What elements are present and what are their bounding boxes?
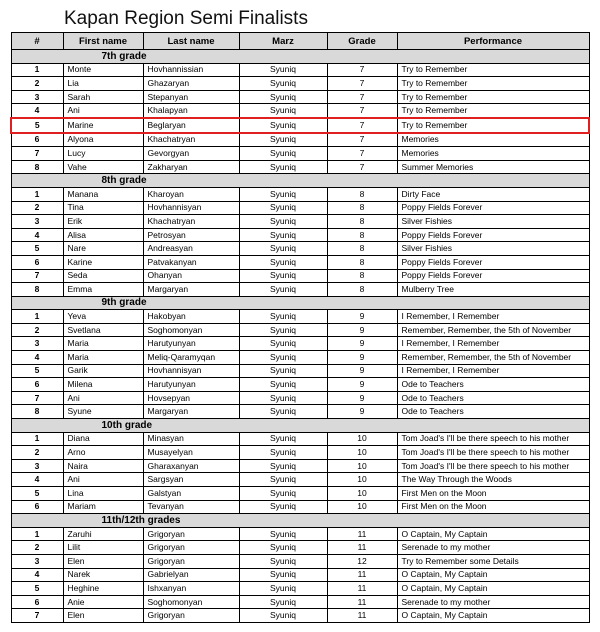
cell-last-name: Gabrielyan — [143, 568, 239, 582]
section-header-cell — [11, 296, 589, 310]
cell-performance: Remember, Remember, the 5th of November — [397, 323, 589, 337]
cell-performance: Mulberry Tree — [397, 283, 589, 297]
cell-last-name: Meliq-Qaramyqan — [143, 351, 239, 365]
cell-marz: Syuniq — [239, 582, 327, 596]
cell-grade: 9 — [327, 323, 397, 337]
col-header-marz: Marz — [239, 33, 327, 50]
cell-grade: 11 — [327, 541, 397, 555]
page-title: Kapan Region Semi Finalists — [64, 8, 308, 29]
section-header-cell — [11, 174, 589, 188]
cell-last-name: Grigoryan — [143, 609, 239, 623]
cell-last-name: Andreasyan — [143, 242, 239, 256]
cell-number: 6 — [11, 500, 63, 514]
cell-grade: 7 — [327, 63, 397, 77]
cell-last-name: Zakharyan — [143, 160, 239, 174]
table-row — [11, 459, 589, 473]
cell-marz: Syuniq — [239, 160, 327, 174]
cell-last-name: Hovhannissian — [143, 63, 239, 77]
cell-number: 4 — [11, 351, 63, 365]
cell-last-name: Hakobyan — [143, 310, 239, 324]
table-row — [11, 104, 589, 118]
cell-last-name: Stepanyan — [143, 90, 239, 104]
cell-performance: O Captain, My Captain — [397, 568, 589, 582]
cell-performance: Try to Remember — [397, 118, 589, 133]
cell-marz: Syuniq — [239, 527, 327, 541]
cell-marz: Syuniq — [239, 337, 327, 351]
cell-marz: Syuniq — [239, 405, 327, 419]
cell-performance: O Captain, My Captain — [397, 527, 589, 541]
cell-grade: 7 — [327, 104, 397, 118]
cell-number: 2 — [11, 77, 63, 91]
cell-grade: 11 — [327, 609, 397, 623]
cell-last-name: Patvakanyan — [143, 255, 239, 269]
table-row — [11, 378, 589, 392]
cell-last-name: Khalapyan — [143, 104, 239, 118]
cell-grade: 11 — [327, 527, 397, 541]
table-row — [11, 310, 589, 324]
cell-first-name: Lucy — [63, 147, 143, 161]
cell-number: 4 — [11, 568, 63, 582]
section-header-cell — [11, 419, 589, 433]
section-header-row — [11, 419, 589, 433]
cell-number: 8 — [11, 283, 63, 297]
cell-performance: First Men on the Moon — [397, 487, 589, 501]
cell-last-name: Harutyunyan — [143, 378, 239, 392]
cell-grade: 11 — [327, 595, 397, 609]
section-label: 8th grade — [101, 175, 147, 187]
cell-performance: I Remember, I Remember — [397, 364, 589, 378]
cell-last-name: Ishxanyan — [143, 582, 239, 596]
cell-performance: Ode to Teachers — [397, 378, 589, 392]
table-row — [11, 527, 589, 541]
cell-first-name: Diana — [63, 432, 143, 446]
cell-marz: Syuniq — [239, 104, 327, 118]
cell-marz: Syuniq — [239, 351, 327, 365]
table-row — [11, 63, 589, 77]
cell-first-name: Anie — [63, 595, 143, 609]
cell-first-name: Karine — [63, 255, 143, 269]
table-row — [11, 391, 589, 405]
cell-number: 8 — [11, 405, 63, 419]
cell-performance: Try to Remember — [397, 90, 589, 104]
cell-marz: Syuniq — [239, 77, 327, 91]
cell-grade: 8 — [327, 269, 397, 283]
cell-number: 4 — [11, 473, 63, 487]
cell-performance: Tom Joad's I'll be there speech to his mother — [397, 446, 589, 460]
cell-grade: 8 — [327, 228, 397, 242]
cell-performance: Serenade to my mother — [397, 541, 589, 555]
cell-number: 7 — [11, 391, 63, 405]
section-header-row — [11, 174, 589, 188]
col-header-first-name: First name — [63, 33, 143, 50]
cell-grade: 10 — [327, 459, 397, 473]
results-table — [10, 32, 590, 623]
cell-first-name: Arno — [63, 446, 143, 460]
cell-last-name: Tevanyan — [143, 500, 239, 514]
cell-last-name: Soghomonyan — [143, 323, 239, 337]
cell-grade: 8 — [327, 201, 397, 215]
cell-grade: 10 — [327, 500, 397, 514]
cell-number: 5 — [11, 242, 63, 256]
cell-last-name: Gevorgyan — [143, 147, 239, 161]
cell-performance: Remember, Remember, the 5th of November — [397, 351, 589, 365]
cell-performance: Poppy Fields Forever — [397, 228, 589, 242]
cell-number: 1 — [11, 432, 63, 446]
table-row — [11, 228, 589, 242]
cell-last-name: Kharoyan — [143, 187, 239, 201]
cell-number: 6 — [11, 133, 63, 147]
cell-marz: Syuniq — [239, 568, 327, 582]
cell-number: 3 — [11, 554, 63, 568]
cell-grade: 9 — [327, 351, 397, 365]
cell-number: 2 — [11, 323, 63, 337]
cell-marz: Syuniq — [239, 391, 327, 405]
cell-number: 3 — [11, 90, 63, 104]
table-row — [11, 541, 589, 555]
cell-first-name: Heghine — [63, 582, 143, 596]
cell-last-name: Margaryan — [143, 405, 239, 419]
cell-marz: Syuniq — [239, 242, 327, 256]
cell-first-name: Erik — [63, 215, 143, 229]
cell-marz: Syuniq — [239, 201, 327, 215]
cell-marz: Syuniq — [239, 554, 327, 568]
cell-last-name: Ohanyan — [143, 269, 239, 283]
highlighted-table-row — [11, 118, 589, 133]
cell-marz: Syuniq — [239, 446, 327, 460]
cell-last-name: Khachatryan — [143, 133, 239, 147]
table-row — [11, 201, 589, 215]
section-label: 9th grade — [101, 297, 147, 309]
cell-first-name: Lilit — [63, 541, 143, 555]
cell-grade: 9 — [327, 378, 397, 392]
cell-first-name: Narek — [63, 568, 143, 582]
cell-number: 1 — [11, 310, 63, 324]
cell-number: 1 — [11, 63, 63, 77]
cell-number: 5 — [11, 582, 63, 596]
col-header-grade: Grade — [327, 33, 397, 50]
cell-performance: The Way Through the Woods — [397, 473, 589, 487]
table-row — [11, 255, 589, 269]
cell-grade: 8 — [327, 242, 397, 256]
section-label: 7th grade — [101, 50, 147, 62]
cell-first-name: Mariam — [63, 500, 143, 514]
cell-performance: Poppy Fields Forever — [397, 255, 589, 269]
table-header — [11, 33, 589, 50]
cell-grade: 8 — [327, 187, 397, 201]
cell-first-name: Marine — [63, 118, 143, 133]
cell-first-name: Alyona — [63, 133, 143, 147]
cell-performance: O Captain, My Captain — [397, 609, 589, 623]
table-row — [11, 337, 589, 351]
cell-grade: 7 — [327, 77, 397, 91]
cell-first-name: Manana — [63, 187, 143, 201]
table-row — [11, 147, 589, 161]
table-row — [11, 500, 589, 514]
cell-first-name: Ani — [63, 473, 143, 487]
cell-last-name: Gharaxanyan — [143, 459, 239, 473]
cell-marz: Syuniq — [239, 459, 327, 473]
cell-last-name: Hovhannisyan — [143, 364, 239, 378]
table-row — [11, 364, 589, 378]
cell-marz: Syuniq — [239, 473, 327, 487]
section-label: 11th/12th grades — [101, 514, 181, 526]
cell-performance: Memories — [397, 133, 589, 147]
cell-number: 5 — [11, 364, 63, 378]
cell-number: 5 — [11, 487, 63, 501]
cell-grade: 7 — [327, 90, 397, 104]
cell-last-name: Hovsepyan — [143, 391, 239, 405]
section-header-cell — [11, 50, 589, 64]
cell-grade: 9 — [327, 337, 397, 351]
table-row — [11, 215, 589, 229]
cell-performance: Serenade to my mother — [397, 595, 589, 609]
cell-grade: 10 — [327, 446, 397, 460]
cell-first-name: Seda — [63, 269, 143, 283]
cell-first-name: Elen — [63, 609, 143, 623]
col-header-number: # — [11, 33, 63, 50]
cell-number: 8 — [11, 160, 63, 174]
section-header-row — [11, 514, 589, 528]
cell-last-name: Petrosyan — [143, 228, 239, 242]
cell-first-name: Tina — [63, 201, 143, 215]
cell-grade: 9 — [327, 310, 397, 324]
table-row — [11, 160, 589, 174]
cell-performance: Silver Fishies — [397, 242, 589, 256]
cell-last-name: Khachatryan — [143, 215, 239, 229]
section-label: 10th grade — [101, 419, 153, 431]
table-row — [11, 242, 589, 256]
cell-performance: Poppy Fields Forever — [397, 269, 589, 283]
table-row — [11, 554, 589, 568]
cell-marz: Syuniq — [239, 118, 327, 133]
cell-last-name: Harutyunyan — [143, 337, 239, 351]
table-row — [11, 323, 589, 337]
cell-first-name: Garik — [63, 364, 143, 378]
cell-performance: Try to Remember — [397, 77, 589, 91]
table-row — [11, 582, 589, 596]
cell-marz: Syuniq — [239, 487, 327, 501]
cell-performance: Tom Joad's I'll be there speech to his mother — [397, 459, 589, 473]
cell-number: 5 — [11, 118, 63, 133]
section-header-row — [11, 50, 589, 64]
cell-last-name: Margaryan — [143, 283, 239, 297]
cell-first-name: Emma — [63, 283, 143, 297]
table-row — [11, 283, 589, 297]
table-row — [11, 487, 589, 501]
cell-performance: Try to Remember some Details — [397, 554, 589, 568]
cell-marz: Syuniq — [239, 133, 327, 147]
cell-grade: 9 — [327, 364, 397, 378]
cell-first-name: Vahe — [63, 160, 143, 174]
cell-number: 4 — [11, 104, 63, 118]
table-row — [11, 77, 589, 91]
cell-number: 6 — [11, 378, 63, 392]
cell-grade: 11 — [327, 582, 397, 596]
cell-marz: Syuniq — [239, 323, 327, 337]
cell-number: 2 — [11, 446, 63, 460]
cell-first-name: Milena — [63, 378, 143, 392]
cell-marz: Syuniq — [239, 595, 327, 609]
cell-first-name: Syune — [63, 405, 143, 419]
cell-performance: Poppy Fields Forever — [397, 201, 589, 215]
cell-performance: Ode to Teachers — [397, 391, 589, 405]
cell-first-name: Naira — [63, 459, 143, 473]
table-row — [11, 609, 589, 623]
cell-number: 2 — [11, 541, 63, 555]
table-row — [11, 405, 589, 419]
cell-grade: 8 — [327, 215, 397, 229]
cell-first-name: Yeva — [63, 310, 143, 324]
cell-first-name: Lia — [63, 77, 143, 91]
table-row — [11, 595, 589, 609]
cell-number: 7 — [11, 147, 63, 161]
cell-marz: Syuniq — [239, 310, 327, 324]
table-body — [11, 50, 589, 623]
cell-marz: Syuniq — [239, 541, 327, 555]
cell-last-name: Ghazaryan — [143, 77, 239, 91]
cell-marz: Syuniq — [239, 283, 327, 297]
cell-first-name: Svetlana — [63, 323, 143, 337]
cell-marz: Syuniq — [239, 63, 327, 77]
cell-last-name: Grigoryan — [143, 527, 239, 541]
header-row — [11, 33, 589, 50]
cell-marz: Syuniq — [239, 255, 327, 269]
cell-last-name: Minasyan — [143, 432, 239, 446]
cell-performance: Summer Memories — [397, 160, 589, 174]
cell-marz: Syuniq — [239, 228, 327, 242]
cell-marz: Syuniq — [239, 378, 327, 392]
cell-marz: Syuniq — [239, 147, 327, 161]
cell-first-name: Sarah — [63, 90, 143, 104]
table-row — [11, 446, 589, 460]
cell-performance: Memories — [397, 147, 589, 161]
cell-performance: First Men on the Moon — [397, 500, 589, 514]
cell-number: 3 — [11, 215, 63, 229]
cell-first-name: Zaruhi — [63, 527, 143, 541]
cell-last-name: Grigoryan — [143, 541, 239, 555]
table-row — [11, 90, 589, 104]
cell-last-name: Soghomonyan — [143, 595, 239, 609]
cell-number: 1 — [11, 187, 63, 201]
cell-marz: Syuniq — [239, 90, 327, 104]
cell-grade: 8 — [327, 255, 397, 269]
cell-number: 3 — [11, 459, 63, 473]
table-row — [11, 568, 589, 582]
table-row — [11, 187, 589, 201]
cell-last-name: Grigoryan — [143, 554, 239, 568]
cell-grade: 7 — [327, 133, 397, 147]
cell-number: 4 — [11, 228, 63, 242]
cell-performance: I Remember, I Remember — [397, 310, 589, 324]
cell-grade: 7 — [327, 118, 397, 133]
table-row — [11, 473, 589, 487]
section-header-row — [11, 296, 589, 310]
cell-first-name: Maria — [63, 337, 143, 351]
cell-grade: 11 — [327, 568, 397, 582]
cell-grade: 9 — [327, 391, 397, 405]
cell-marz: Syuniq — [239, 187, 327, 201]
cell-grade: 9 — [327, 405, 397, 419]
cell-first-name: Lina — [63, 487, 143, 501]
cell-number: 7 — [11, 609, 63, 623]
cell-grade: 10 — [327, 487, 397, 501]
cell-grade: 10 — [327, 473, 397, 487]
cell-last-name: Sargsyan — [143, 473, 239, 487]
cell-grade: 7 — [327, 147, 397, 161]
cell-performance: Dirty Face — [397, 187, 589, 201]
cell-marz: Syuniq — [239, 432, 327, 446]
cell-grade: 10 — [327, 432, 397, 446]
cell-marz: Syuniq — [239, 500, 327, 514]
cell-first-name: Ani — [63, 391, 143, 405]
cell-first-name: Elen — [63, 554, 143, 568]
cell-performance: O Captain, My Captain — [397, 582, 589, 596]
cell-number: 2 — [11, 201, 63, 215]
cell-last-name: Galstyan — [143, 487, 239, 501]
cell-first-name: Maria — [63, 351, 143, 365]
table-row — [11, 351, 589, 365]
cell-performance: I Remember, I Remember — [397, 337, 589, 351]
cell-number: 7 — [11, 269, 63, 283]
table-row — [11, 133, 589, 147]
cell-number: 3 — [11, 337, 63, 351]
cell-first-name: Nare — [63, 242, 143, 256]
cell-first-name: Alisa — [63, 228, 143, 242]
cell-last-name: Hovhannisyan — [143, 201, 239, 215]
section-header-cell — [11, 514, 589, 528]
cell-grade: 12 — [327, 554, 397, 568]
cell-number: 6 — [11, 595, 63, 609]
cell-first-name: Ani — [63, 104, 143, 118]
cell-performance: Try to Remember — [397, 63, 589, 77]
cell-marz: Syuniq — [239, 269, 327, 283]
col-header-last-name: Last name — [143, 33, 239, 50]
cell-grade: 7 — [327, 160, 397, 174]
cell-last-name: Musayelyan — [143, 446, 239, 460]
table-row — [11, 269, 589, 283]
cell-number: 1 — [11, 527, 63, 541]
cell-performance: Tom Joad's I'll be there speech to his mother — [397, 432, 589, 446]
cell-marz: Syuniq — [239, 609, 327, 623]
col-header-performance: Performance — [397, 33, 589, 50]
table-row — [11, 432, 589, 446]
cell-performance: Silver Fishies — [397, 215, 589, 229]
cell-number: 6 — [11, 255, 63, 269]
cell-marz: Syuniq — [239, 215, 327, 229]
cell-first-name: Monte — [63, 63, 143, 77]
cell-marz: Syuniq — [239, 364, 327, 378]
cell-grade: 8 — [327, 283, 397, 297]
cell-performance: Try to Remember — [397, 104, 589, 118]
cell-last-name: Beglaryan — [143, 118, 239, 133]
cell-performance: Ode to Teachers — [397, 405, 589, 419]
